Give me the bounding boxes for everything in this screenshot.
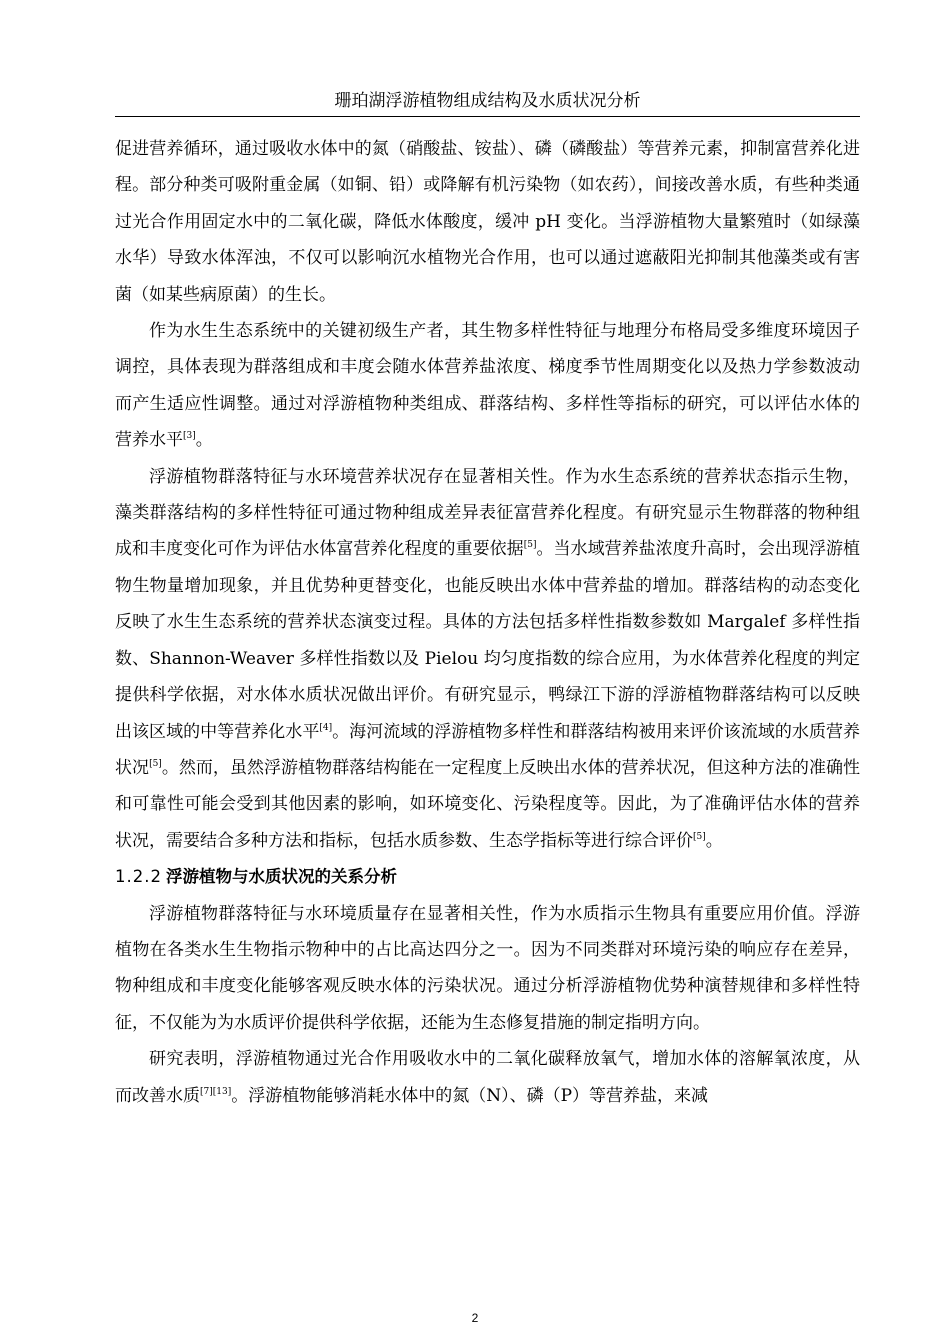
paragraph-nutrient-cycling: 促进营养循环，通过吸收水体中的氮（硝酸盐、铵盐）、磷（磷酸盐）等营养元素，抑制富营养化进程。部分种类可吸附重金属（如铜、铅）或降解有机污染物（如农药），间接改善水质，有些种类通过光合作用固定水中的二氧化碳，降低水体酸度，缓冲 pH 变化。当浮游植物大量繁殖时（如绿藻水华）导致水体浑浊，不仅可以影响沉水植物光合作用，也可以通过遮蔽阳光抑制其他藻类或有害菌（如某些病原菌）的生长。 (115, 139, 860, 305)
section-number: 1.2.2 (115, 867, 162, 887)
body-text (115, 131, 860, 1114)
paragraph-water-quality-indicator: 浮游植物群落特征与水环境质量存在显著相关性，作为水质指示生物具有重要应用价值。浮游植物在各类水生生物指示物种中的占比高达四分之一。因为不同类群对环境污染的响应存在差异，物种组成和丰度变化能够客观反映水体的污染状况。通过分析浮游植物优势种演替规律和多样性特征，不仅能为为水质评价提供科学依据，还能为生态修复措施的制定指明方向。 (115, 903, 860, 1033)
paragraph-photosynthesis (115, 1041, 860, 1114)
paragraph-text: 。然而，虽然浮游植物群落结构能在一定程度上反映出水体的营养状况，但这种方法的准确性和可靠性可能会受到其他因素的影响，如环境变化、污染程度等。因此，为了准确评估水体的营养状况，需要结合多种方法和指标，包括水质参数、生态学指标等进行综合评价 (115, 757, 861, 851)
paragraph-primary-producers (115, 313, 860, 459)
citation: [5] (523, 540, 537, 551)
citation: [7][13] (200, 1086, 232, 1097)
section-title: 浮游植物与水质状况的关系分析 (165, 867, 397, 887)
paragraph-text: 。 (705, 830, 723, 851)
page-number: 2 (471, 1311, 479, 1325)
paragraph-text: 。当水域营养盐浓度升高时，会出现浮游植物生物量增加现象，并且优势种更替变化，也能反映出水体中营养盐的增加。群落结构的动态变化反映了水生生态系统的营养状态演变过程。具体的方法包括多样性指数参数如 Margalef 多样性指数、Shannon-Weaver 多样性指数以及 Pielou 均匀度指数的综合应用，为水体营养化程度的判定提供科学依据，对水体水质状况做出评价。有研究显示，鸭绿江下游的浮游植物群落结构可以反映出该区域的中等营养化水平 (115, 539, 861, 742)
paragraph-text: 。海河流域的浮游植物多样性和群落结构被用来评价该流域的水质营养状况 (115, 721, 861, 778)
paragraph-text: 。 (195, 430, 213, 451)
paragraph-text: 。浮游植物能够消耗水体中的氮（N）、磷（P）等营养盐，来减 (231, 1085, 709, 1106)
citation: [5] (149, 758, 162, 769)
paragraph-text: 作为水生生态系统中的关键初级生产者，其生物多样性特征与地理分布格局受多维度环境因子调控，具体表现为群落组成和丰度会随水体营养盐浓度、梯度季节性周期变化以及热力学参数波动而产生适应性调整。通过对浮游植物种类组成、群落结构、多样性等指标的研究，可以评估水体的营养水平 (115, 321, 860, 451)
section-heading (115, 859, 860, 895)
header-rule (115, 116, 860, 117)
paragraph-trophic-indicator (115, 459, 860, 859)
running-header: 珊珀湖浮游植物组成结构及水质状况分析 (334, 91, 641, 111)
citation: [5] (693, 831, 706, 842)
paragraph-text: 浮游植物群落特征与水环境营养状况存在显著相关性。作为水生态系统的营养状态指示生物，藻类群落结构的多样性特征可通过物种组成差异表征富营养化程度。有研究显示生物群落的物种组成和丰度变化可作为评估水体富营养化程度的重要依据 (115, 466, 860, 560)
paragraph-text: 研究表明，浮游植物通过光合作用吸收水中的二氧化碳释放氧气，增加水体的溶解氧浓度，从而改善水质 (115, 1049, 860, 1106)
citation: [4] (319, 722, 333, 733)
citation: [3] (183, 431, 196, 442)
